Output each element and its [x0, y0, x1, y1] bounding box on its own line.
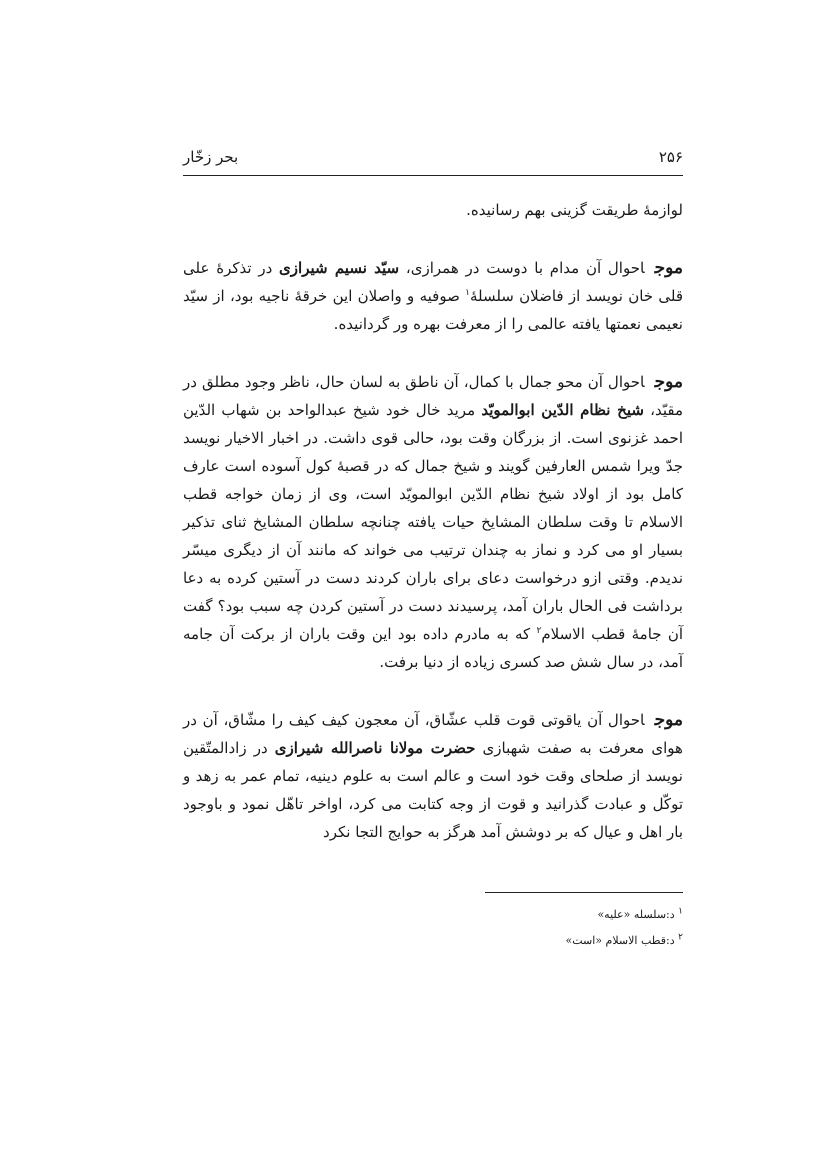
body-text — [183, 196, 683, 846]
header-rule — [183, 175, 683, 176]
paragraph-text: احوال آن محو جمال با کمال، آن ناطق به لسان حال، ناظر وجود مطلق در مقیّد، — [183, 373, 683, 419]
footnote-mark: ۱ — [678, 906, 683, 917]
footnote-text: د:قطب الاسلام «است» — [565, 934, 675, 947]
footnote-ref: ۱ — [465, 288, 470, 298]
footnotes — [183, 902, 683, 954]
running-title: بحر زخّار — [183, 148, 239, 166]
mowj-heading: موج — [654, 710, 683, 730]
paragraph-text: احوال آن یاقوتی قوت قلب عشّاق، آن معجون کیف کیف را مشّاق، آن در هوای معرفت به صفت شهبازی — [183, 711, 683, 757]
footnote — [183, 902, 683, 928]
paragraph-text: در زادالمتّقین نویسد از صلحای وقت خود است و عالم است به علوم دینیه، تمام عمر به زهد و توکّل و عبادت گذرانید و قوت از وجه کتابت می کرد، اواخر تاهّل نمود و باوجود بار اهل و عیال که بر دوشش آمد هرگز به حوایج التجا نکرد — [183, 739, 683, 841]
paragraph-continuation — [183, 196, 683, 224]
footnote-ref: ۲ — [536, 626, 542, 636]
paragraph-text: در تذکرهٔ علی قلی خان نویسد از فاضلان سلسلهٔ — [183, 259, 683, 305]
mowj-heading: موج — [654, 258, 683, 278]
footnote — [183, 928, 683, 954]
mowj-heading: موج — [654, 372, 683, 392]
paragraph-text: احوال آن مدام با دوست در همرازی، — [399, 259, 645, 277]
person-name: شیخ نظام الدّین ابوالمویّد — [481, 401, 644, 419]
person-name: حضرت مولانا ناصرالله شیرازی — [274, 739, 476, 757]
person-name: سیّد نسیم شیرازی — [279, 259, 400, 277]
paragraph-mowj-1 — [183, 254, 683, 338]
paragraph-text: لوازمهٔ طریقت گزینی بهم رسانیده. — [466, 201, 683, 219]
page-header — [183, 148, 683, 174]
paragraph-mowj-3 — [183, 706, 683, 846]
paragraph-text: که به مادرم داده بود این وقت باران از برکت آن جامه آمد، در سال شش صد کسری زیاده از دنیا برفت. — [183, 625, 683, 671]
paragraph-text: مرید خال خود شیخ عبدالواحد بن شهاب الدّین احمد غزنوی است. از بزرگان وقت بود، حالی قوی داشت. در اخبار الاخیار نویسد جدّ ویرا شمس العارفین گویند و شیخ جمال که در قصبهٔ کول آسوده است عارف کامل بود از اولاد شیخ نظام الدّین ابوالمویّد است، وی از زمان خواجه قطب الاسلام تا وقت سلطان المشایخ حیات یافته چنانچه سلطان المشایخ ثنای تذکیر بسیار او می کرد و نماز به چندان ترتیب می خواند که مانند آن از دیگری میسّر ندیدم. وقتی ازو درخواست دعای برای باران کردند دست در آستین کرده به دعا برداشت فی الحال باران آمد، پرسیدند دست در آستین کردن چه سبب بود؟ گفت آن جامهٔ قطب الاسلام — [183, 401, 684, 643]
paragraph-mowj-2 — [183, 368, 683, 676]
paragraph-text: صوفیه و واصلان این خرقهٔ ناجیه بود، از سیّد نعیمی نعمتها یافته عالمی را از معرفت بهره ور گردانیده. — [183, 287, 683, 333]
footnote-text: د:سلسله «علیه» — [597, 908, 675, 921]
page-number: ۲۵۶ — [658, 148, 683, 166]
footnote-mark: ۲ — [678, 932, 683, 943]
footnote-rule — [485, 892, 683, 893]
